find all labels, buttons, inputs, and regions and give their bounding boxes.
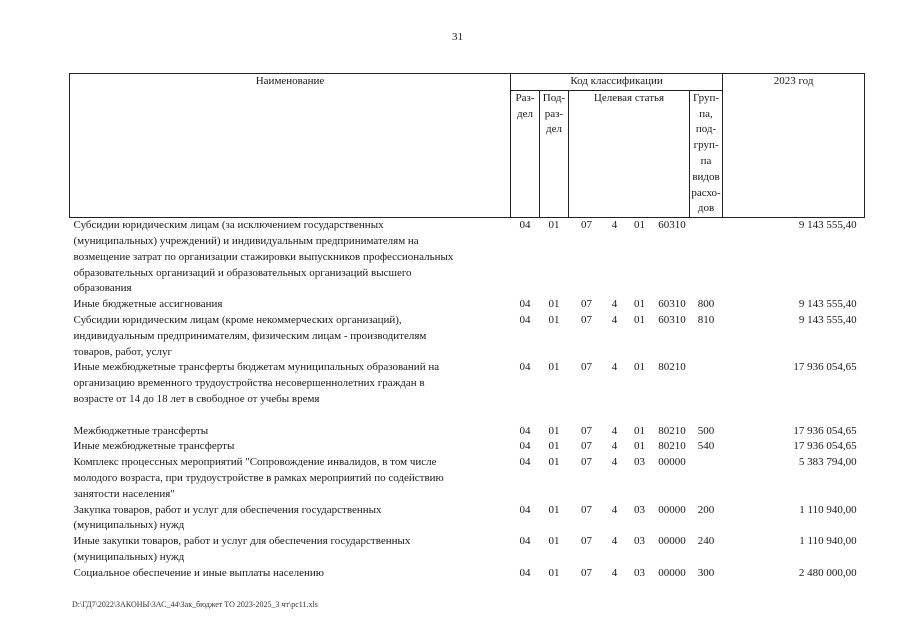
row-amount: 5 383 794,00: [798, 456, 857, 469]
row-name-line: молодого возраста, при трудоустройстве в рамках мероприятий по содействию: [73, 471, 444, 484]
row-code-t1: 07: [581, 535, 592, 548]
row-name-line: возрасте от 14 до 18 лет в свободное от учебы время: [73, 392, 320, 405]
row-code-t2: 4: [611, 535, 618, 548]
row-code-pr: 01: [548, 503, 560, 516]
row-name-line: Комплекс процессных мероприятий "Сопровождение инвалидов, в том числе: [73, 456, 437, 469]
row-name: [70, 439, 511, 455]
row-name-line: товаров, работ, услуг: [73, 345, 172, 358]
row-name-line: занятости населения": [73, 487, 175, 500]
row-code-t2: 4: [611, 219, 618, 232]
row-name-line: индивидуальным предпринимателям, физическим лицам - производителям: [73, 329, 427, 342]
budget-table: [69, 73, 865, 582]
row-amount: 2 480 000,00: [798, 566, 857, 579]
row-code-t2: 4: [611, 424, 618, 437]
row-code-g: 300: [697, 566, 715, 579]
table-row: [70, 297, 865, 313]
row-code-r: 04: [519, 424, 531, 437]
header-name: Наименование: [70, 74, 511, 218]
row-name: [70, 455, 511, 502]
table-row: [70, 424, 865, 440]
row-code-g: [690, 360, 723, 423]
row-name-line: (муниципальных) учреждений) и индивидуальным предпринимателям на: [73, 234, 419, 247]
row-code-t4: 00000: [658, 566, 686, 579]
row-code-t4: 80210: [658, 440, 686, 453]
header-year: 2023 год: [723, 74, 865, 218]
row-code-r: 04: [519, 566, 531, 579]
row-code-t3: 01: [634, 361, 645, 374]
row-code-r: 04: [519, 456, 531, 469]
row-name-line: Закупка товаров, работ и услуг для обеспечения государственных: [73, 503, 382, 516]
row-code-r: 04: [519, 503, 531, 516]
row-code-pr: 01: [548, 219, 560, 232]
row-code-t3: 03: [634, 456, 645, 469]
row-code-t3: 01: [634, 219, 645, 232]
row-code-t4: 80210: [658, 361, 686, 374]
header-podrazdel: Под- раз- дел: [540, 90, 569, 217]
row-name-line: Субсидии юридическим лицам (кроме некоммерческих организаций),: [73, 313, 402, 326]
row-name-line: Иные межбюджетные трансферты: [73, 440, 235, 453]
row-name-line: Иные бюджетные ассигнования: [73, 298, 223, 311]
table-row: [70, 439, 865, 455]
row-code-t3: 01: [634, 298, 645, 311]
row-code-t3: 01: [634, 440, 645, 453]
row-code-g: 500: [697, 424, 715, 437]
row-name-line: (муниципальных) нужд: [73, 519, 185, 532]
row-code-g: 800: [697, 298, 715, 311]
row-code-t3: 03: [634, 535, 645, 548]
row-amount: 9 143 555,40: [798, 313, 857, 326]
table-body: [70, 218, 865, 582]
row-amount: 17 936 054,65: [793, 440, 857, 453]
table-row: [70, 218, 865, 297]
row-code-t4: 80210: [658, 424, 686, 437]
row-code-t2: 4: [611, 456, 618, 469]
row-code-g: 200: [697, 503, 715, 516]
row-code-g: [690, 218, 723, 297]
header-code-group: Код классификации: [511, 74, 723, 91]
row-code-t4: 00000: [658, 456, 686, 469]
row-name: [70, 360, 511, 423]
row-code-t1: 07: [581, 298, 592, 311]
row-code-t3: 01: [634, 424, 645, 437]
page-number: 31: [452, 31, 463, 43]
row-code-r: 04: [519, 440, 531, 453]
row-code-t4: 00000: [658, 535, 686, 548]
table-row: [70, 360, 865, 423]
row-code-pr: 01: [548, 566, 560, 579]
row-code-g: [690, 455, 723, 502]
row-name: [70, 534, 511, 566]
row-code-pr: 01: [548, 456, 560, 469]
row-code-t1: 07: [581, 424, 592, 437]
row-amount: 9 143 555,40: [798, 219, 857, 232]
row-code-r: 04: [519, 313, 531, 326]
row-code-g: 810: [697, 313, 715, 326]
row-name-line: организацию временного трудоустройства несовершеннолетних граждан в: [73, 377, 425, 390]
row-name: [70, 566, 511, 582]
row-amount: 1 110 940,00: [799, 503, 857, 516]
row-code-t1: 07: [581, 503, 592, 516]
row-name-line: возмещение затрат по организации стажировки выпускников профессиональных: [73, 250, 454, 263]
table-row: [70, 503, 865, 535]
header-target: Целевая статья: [569, 90, 690, 217]
row-code-pr: 01: [548, 361, 560, 374]
row-code-g: 240: [697, 535, 715, 548]
row-code-r: 04: [519, 219, 531, 232]
row-code-t3: 03: [634, 503, 645, 516]
row-name-line: Субсидии юридическим лицам (за исключением государственных: [73, 219, 384, 232]
row-name-line: [74, 408, 509, 424]
row-code-pr: 01: [548, 298, 560, 311]
row-code-t4: 00000: [658, 503, 686, 516]
table-row: [70, 313, 865, 360]
row-name-line: образовательных организаций и образовательных организаций высшего: [73, 266, 412, 279]
row-code-t2: 4: [611, 313, 618, 326]
row-name-line: Социальное обеспечение и иные выплаты населению: [73, 566, 325, 579]
header-group: Груп- па, под- груп- па видов расхо- дов: [690, 90, 723, 217]
row-code-t1: 07: [581, 456, 592, 469]
row-code-t2: 4: [611, 503, 618, 516]
table-header: [70, 74, 865, 218]
row-amount: 17 936 054,65: [793, 424, 857, 437]
file-path-footer: D:\ГД7\2022\ЗАКОНЫ\ЗАС_44\Зак_бюджет ТО 2023-2025_3 чт\рс11.xls: [72, 600, 318, 609]
row-code-pr: 01: [548, 440, 560, 453]
row-name: [70, 297, 511, 313]
table-row: [70, 566, 865, 582]
row-name: [70, 218, 511, 297]
row-code-t4: 60310: [658, 298, 686, 311]
row-code-t2: 4: [611, 361, 618, 374]
row-code-g: 540: [697, 440, 715, 453]
row-code-pr: 01: [548, 535, 560, 548]
row-code-t1: 07: [581, 440, 592, 453]
table-row: [70, 534, 865, 566]
row-code-t1: 07: [581, 219, 592, 232]
table-row: [70, 455, 865, 502]
row-code-t2: 4: [611, 298, 618, 311]
row-code-pr: 01: [548, 424, 560, 437]
row-code-t2: 4: [611, 566, 618, 579]
row-name-line: образования: [73, 282, 132, 295]
row-name: [70, 503, 511, 535]
row-code-pr: 01: [548, 313, 560, 326]
row-code-t2: 4: [611, 440, 618, 453]
row-code-t4: 60310: [658, 219, 686, 232]
row-code-t1: 07: [581, 313, 592, 326]
row-code-t1: 07: [581, 361, 592, 374]
row-name: [70, 313, 511, 360]
row-amount: 1 110 940,00: [799, 535, 857, 548]
header-razdel: Раз- дел: [511, 90, 540, 217]
row-name-line: Межбюджетные трансферты: [73, 424, 209, 437]
row-code-t3: 03: [634, 566, 645, 579]
row-name-line: (муниципальных) нужд: [73, 550, 185, 563]
row-code-t4: 60310: [658, 313, 686, 326]
row-name-line: Иные закупки товаров, работ и услуг для обеспечения государственных: [73, 535, 411, 548]
row-code-t3: 01: [634, 313, 645, 326]
row-code-r: 04: [519, 535, 531, 548]
row-code-r: 04: [519, 361, 531, 374]
row-code-t1: 07: [581, 566, 592, 579]
row-amount: 9 143 555,40: [798, 298, 857, 311]
row-name-line: Иные межбюджетные трансферты бюджетам муниципальных образований на: [73, 361, 440, 374]
row-name: [70, 424, 511, 440]
row-code-r: 04: [519, 298, 531, 311]
row-amount: 17 936 054,65: [793, 361, 857, 374]
